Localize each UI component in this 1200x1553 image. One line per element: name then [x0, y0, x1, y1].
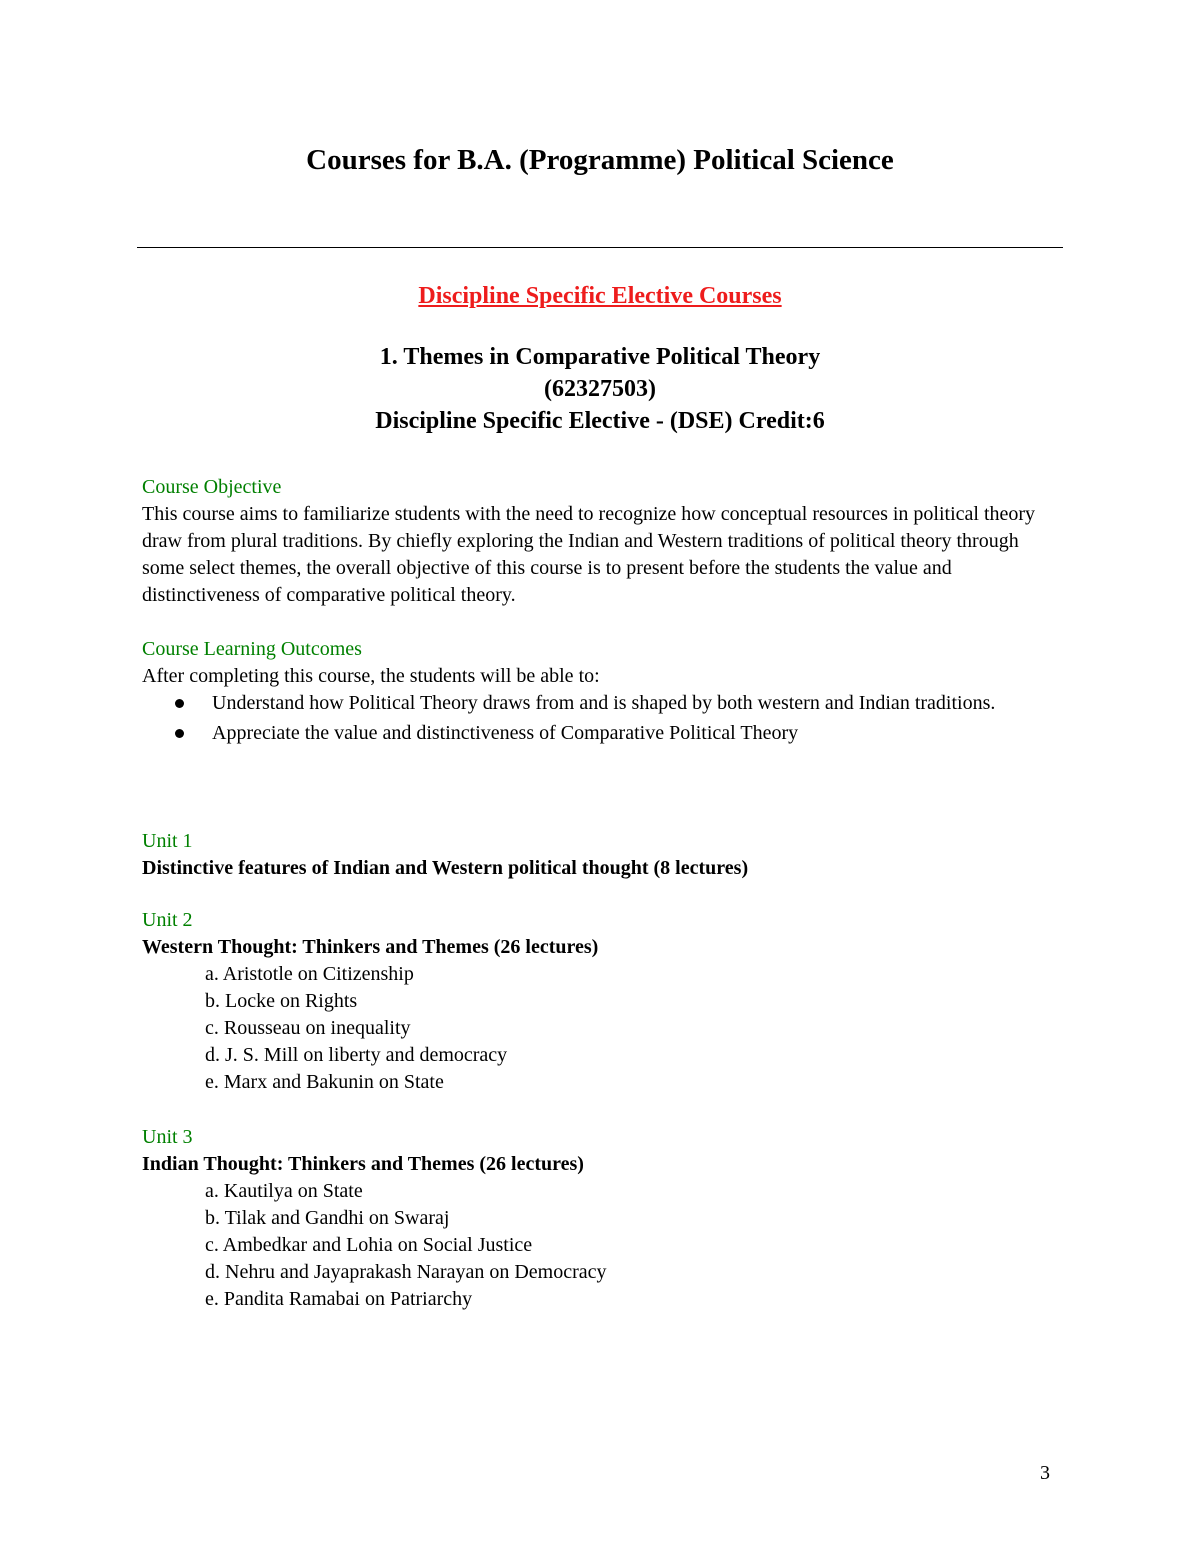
list-item: [142, 720, 1062, 747]
list-item: e. Marx and Bakunin on State: [205, 1071, 444, 1093]
unit-label: Unit 1: [142, 830, 193, 852]
learning-outcomes-intro: After completing this course, the students will be able to:: [142, 665, 600, 687]
unit-title: Western Thought: Thinkers and Themes (26 lectures): [142, 936, 599, 958]
unit-2-section: [142, 907, 1062, 1096]
unit-topics-list: [142, 961, 1062, 1096]
course-objective-label: Course Objective: [142, 476, 282, 498]
course-heading-block: [0, 341, 1200, 437]
horizontal-divider: [137, 247, 1063, 248]
learning-outcomes-label: Course Learning Outcomes: [142, 638, 362, 660]
list-item: b. Tilak and Gandhi on Swaraj: [205, 1207, 450, 1229]
list-item: b. Locke on Rights: [205, 990, 358, 1012]
unit-1-section: [142, 828, 1062, 882]
list-item: c. Rousseau on inequality: [205, 1017, 411, 1039]
list-item: [142, 690, 1062, 717]
learning-outcomes-section: [142, 636, 1062, 750]
list-item: d. Nehru and Jayaprakash Narayan on Democracy: [205, 1261, 607, 1283]
unit-3-section: [142, 1124, 1062, 1313]
unit-title: Indian Thought: Thinkers and Themes (26 lectures): [142, 1153, 584, 1175]
course-name: 1. Themes in Comparative Political Theory: [379, 344, 821, 370]
list-item: a. Kautilya on State: [205, 1180, 363, 1202]
course-credit-line: Discipline Specific Elective - (DSE) Credit:6: [375, 408, 825, 434]
unit-title: Distinctive features of Indian and Western political thought (8 lectures): [142, 857, 749, 879]
learning-outcomes-list: [142, 690, 1062, 747]
section-heading: Discipline Specific Elective Courses: [418, 283, 782, 309]
list-item: d. J. S. Mill on liberty and democracy: [205, 1044, 508, 1066]
list-item: c. Ambedkar and Lohia on Social Justice: [205, 1234, 533, 1256]
course-objective-section: [142, 474, 1062, 609]
list-item: a. Aristotle on Citizenship: [205, 963, 414, 985]
outcome-text: Appreciate the value and distinctiveness of Comparative Political Theory: [212, 722, 799, 744]
course-code: (62327503): [544, 376, 656, 402]
unit-topics-list: [142, 1178, 1062, 1313]
course-objective-text: This course aims to familiarize students with the need to recognize how conceptual resources in political theory draw from plural traditions. By chiefly exploring the Indian and Western traditions of political theory through some select themes, the overall objective of this course is to present before the students the value and distinctiveness of comparative political theory.: [142, 503, 1036, 606]
page-number: 3: [1040, 1462, 1050, 1484]
outcome-text: Understand how Political Theory draws from and is shaped by both western and Indian traditions.: [212, 692, 996, 714]
list-item: e. Pandita Ramabai on Patriarchy: [205, 1288, 473, 1310]
unit-label: Unit 3: [142, 1126, 193, 1148]
bullet-icon: [175, 729, 184, 738]
page-title: Courses for B.A. (Programme) Political Science: [306, 144, 894, 176]
bullet-icon: [175, 699, 184, 708]
unit-label: Unit 2: [142, 909, 193, 931]
